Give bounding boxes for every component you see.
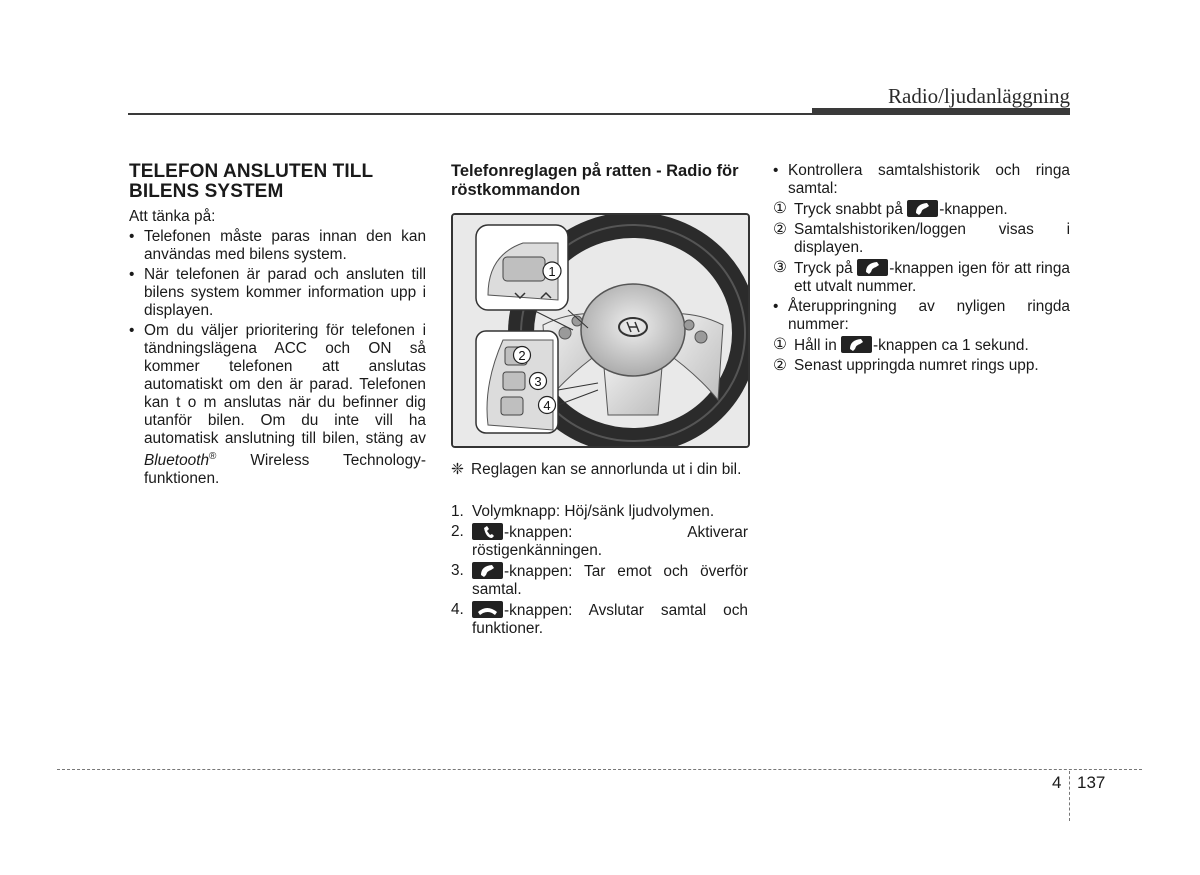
steering-wheel-illustration: [451, 213, 750, 448]
bullet-item: • Kontrollera samtalshistorik och ringa samtal:: [773, 162, 1070, 198]
phone-call-icon: [472, 562, 503, 579]
steps-list: [773, 336, 1070, 375]
bluetooth-term: Bluetooth: [144, 452, 210, 470]
bullet-list: [773, 162, 1070, 198]
phone-call-icon: [841, 336, 872, 353]
note-text: Reglagen kan se annorlunda ut i din bil.: [471, 461, 742, 478]
step-item: ① Tryck snabbt på -knappen.: [773, 200, 1008, 218]
callout-1: 1: [548, 264, 556, 279]
bullet-list: [773, 298, 1070, 334]
note: [451, 461, 748, 479]
steps-list: [773, 200, 1070, 296]
bullet-item: • När telefonen är parad och ansluten till bilens system kommer information upp i displayen.: [129, 266, 426, 320]
column-3: [773, 162, 1070, 377]
bullet-list: [129, 228, 426, 488]
callout-3: 3: [534, 374, 542, 389]
header-accent-bar: [812, 108, 1070, 115]
phone-call-icon: [857, 259, 888, 276]
page-header-title: Radio/ljudanläggning: [888, 84, 1070, 108]
chapter-number: 4: [1052, 773, 1062, 792]
intro-text: Att tänka på:: [129, 208, 216, 225]
footer-dashed-rule: [57, 769, 1142, 770]
footer-vertical-divider: [1069, 771, 1070, 821]
voice-command-icon: [472, 523, 503, 540]
list-item: 3. -knappen: Tar emot och överför samtal.: [451, 562, 748, 598]
subsection-heading: Telefonreglagen på ratten - Radio för röstkommandon: [451, 162, 739, 199]
list-item: 2. -knappen: Aktiverar röstigenkänningen.: [451, 523, 748, 559]
control-list: [451, 503, 748, 638]
registered-mark: ®: [209, 451, 217, 462]
step-item: ① Håll in -knappen ca 1 sekund.: [773, 336, 1029, 354]
step-item: ② Senast uppringda numret rings upp.: [773, 357, 1039, 374]
list-item: 4. -knappen: Avslutar samtal och funktioner.: [451, 601, 748, 637]
step-item: ③ Tryck på -knappen igen för att ringa ett utvalt nummer.: [773, 259, 1070, 295]
callout-2: 2: [518, 348, 526, 363]
note-mark: ❈: [451, 461, 464, 478]
phone-call-icon: [907, 200, 938, 217]
column-1: [129, 162, 426, 490]
bullet-item: • Om du väljer prioritering för telefonen i tändningslägena ACC och ON så kommer telefonen att anslutas automatiskt om den är parad. Telefonen kan t o m anslutas när du befinner dig utanför bilen. Om du inte vill ha automatisk anslutning till bilen, stäng av Bluetooth® Wireless Technology-funktionen.: [129, 322, 426, 488]
section-heading: TELEFON ANSLUTEN TILL BILENS SYSTEM: [129, 161, 373, 202]
bullet-item: • Telefonen måste paras innan den kan användas med bilens system.: [129, 228, 426, 264]
bullet-item: • Återuppringning av nyligen ringda nummer:: [773, 298, 1070, 334]
phone-end-icon: [472, 601, 503, 618]
steering-wheel-image: [453, 215, 748, 446]
step-item: ② Samtalshistoriken/loggen visas i displayen.: [773, 221, 1070, 256]
page-number: 137: [1077, 773, 1106, 792]
callout-4: 4: [543, 398, 551, 413]
column-2: [451, 162, 748, 640]
list-item: 1. Volymknapp: Höj/sänk ljudvolymen.: [451, 503, 715, 520]
